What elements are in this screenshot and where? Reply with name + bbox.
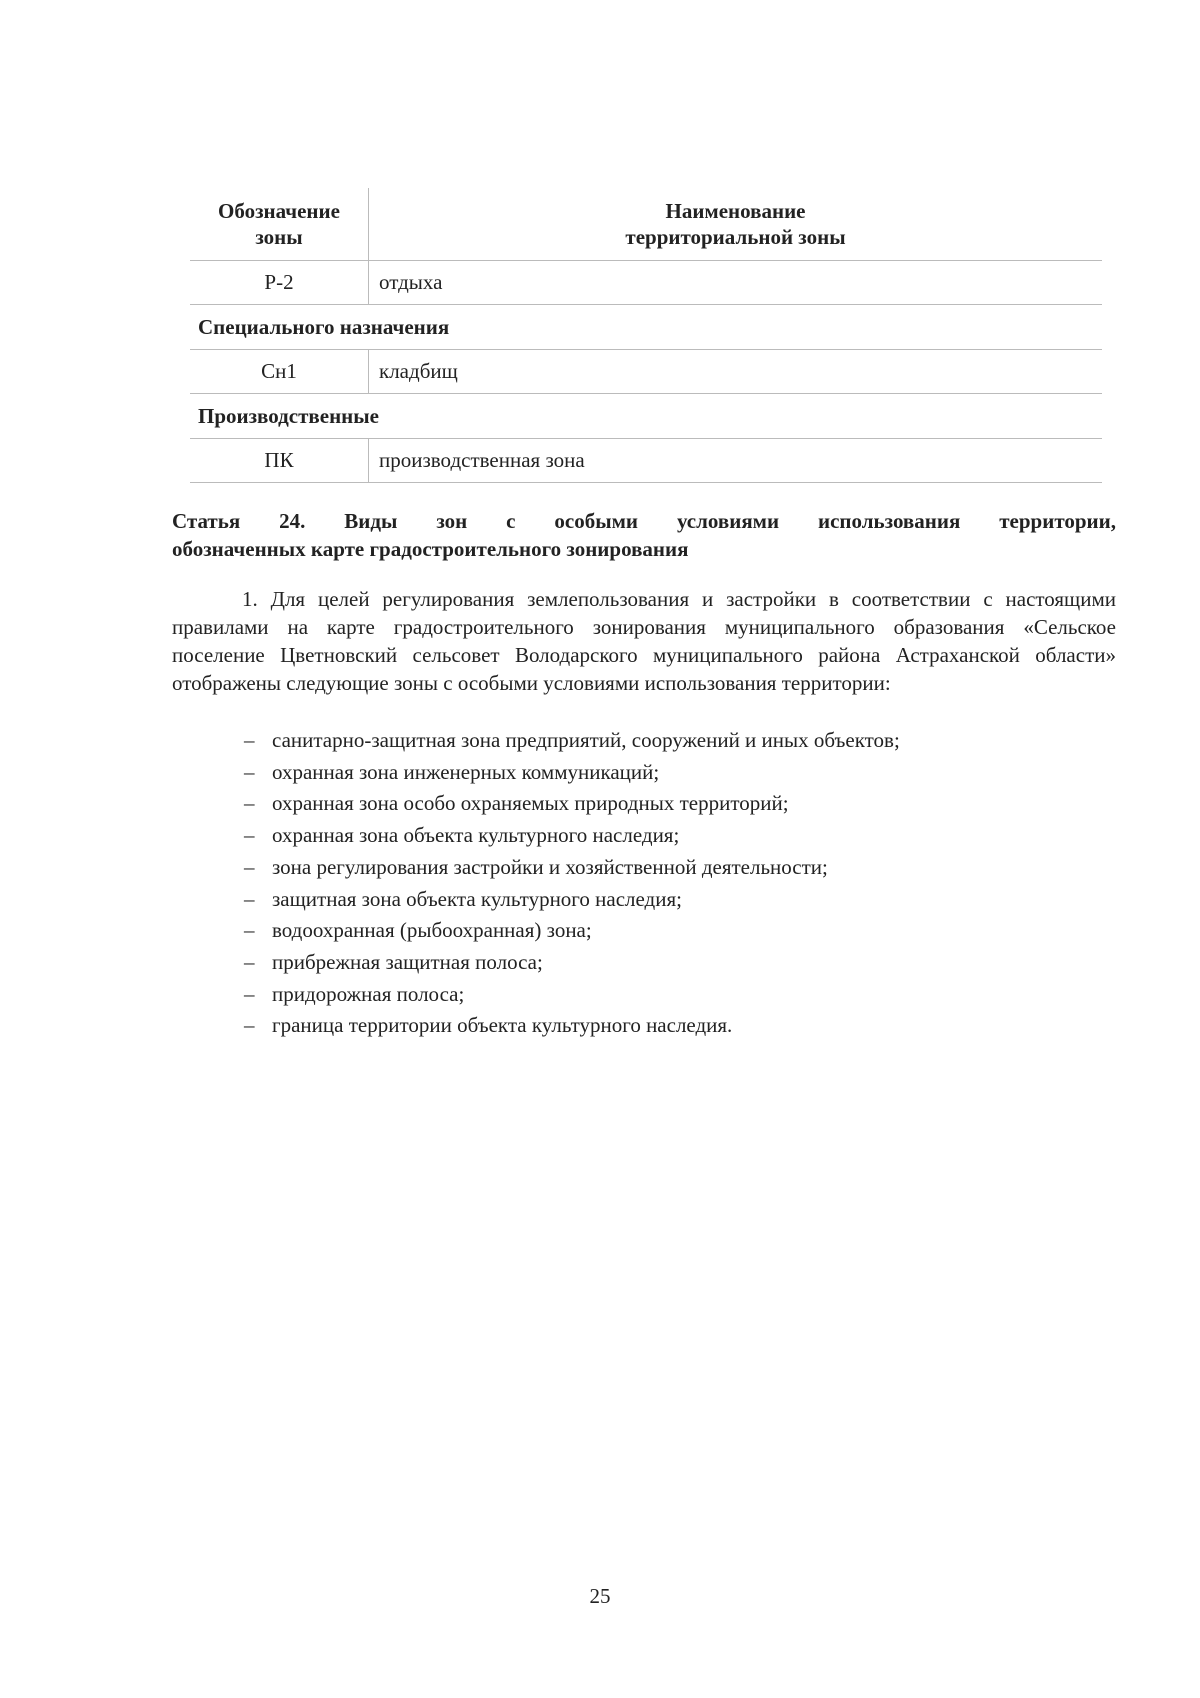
- list-item: [240, 820, 1100, 852]
- list-item: [240, 788, 1100, 820]
- header-zone-name-text: Наименование территориальной зоны: [625, 199, 846, 249]
- table-row: [190, 261, 1102, 305]
- list-item-text: придорожная полоса;: [272, 981, 465, 1006]
- list-dash: –: [244, 759, 255, 784]
- list-item: [240, 947, 1100, 979]
- list-dash: –: [244, 728, 255, 752]
- zone-name: отдыха: [369, 261, 1103, 305]
- header-zone-name: [369, 188, 1103, 261]
- table-row: [190, 350, 1102, 394]
- list-item: [240, 757, 1100, 789]
- page-number: 25: [589, 1584, 611, 1608]
- list-item-text: зона регулирования застройки и хозяйственной деятельности;: [272, 854, 828, 879]
- list-item-text: охранная зона инженерных коммуникаций;: [272, 759, 660, 784]
- header-zone-code: [190, 188, 369, 261]
- list-item: [240, 852, 1100, 884]
- list-item: [240, 979, 1100, 1011]
- group-label: Производственные: [190, 394, 1102, 439]
- list-item-text: защитная зона объекта культурного наследия;: [272, 886, 682, 911]
- list-dash: –: [244, 949, 255, 974]
- list-dash: –: [244, 854, 255, 879]
- article-heading: [172, 507, 1116, 563]
- list-item-text: водоохранная (рыбоохранная) зона;: [272, 918, 592, 943]
- article-paragraph-text: 1. Для целей регулирования землепользования и застройки в соответствии с настоящими правилами на карте градостроительного зонирования муниципального образования «Сельское поселение Цветновский сельсовет Володарского муниципального района Астраханской области» отображены следующие зоны с особыми условиями использования территории:: [172, 587, 1116, 695]
- list-dash: –: [244, 918, 255, 943]
- table-group-row: [190, 305, 1102, 350]
- zone-code: Сн1: [190, 350, 369, 394]
- table-body: [190, 261, 1102, 483]
- zone-list: [240, 725, 1100, 1042]
- zone-name: производственная зона: [369, 439, 1103, 483]
- table-row: [190, 439, 1102, 483]
- article-paragraph: [172, 585, 1116, 697]
- list-item-text: санитарно-защитная зона предприятий, сооружений и иных объектов;: [272, 728, 900, 752]
- article-heading-line-2: обозначенных карте градостроительного зонирования: [172, 537, 689, 561]
- zone-table: [190, 188, 1102, 483]
- list-dash: –: [244, 1013, 255, 1038]
- group-label: Специального назначения: [190, 305, 1102, 350]
- list-item-text: прибрежная защитная полоса;: [272, 949, 543, 974]
- list-item: [240, 884, 1100, 916]
- zone-code: ПК: [190, 439, 369, 483]
- article-heading-line-1: Статья 24. Виды зон с особыми условиями использования территории,: [172, 509, 1116, 533]
- list-item-text: граница территории объекта культурного наследия.: [272, 1013, 733, 1038]
- table-header-row: [190, 188, 1102, 261]
- zone-name: кладбищ: [369, 350, 1103, 394]
- table-group-row: [190, 394, 1102, 439]
- header-zone-code-text: Обозначение зоны: [218, 199, 340, 249]
- list-dash: –: [244, 823, 255, 848]
- list-item-text: охранная зона объекта культурного наследия;: [272, 823, 680, 848]
- list-item: [240, 725, 1100, 757]
- list-dash: –: [244, 981, 255, 1006]
- list-dash: –: [244, 886, 255, 911]
- zone-code: Р-2: [190, 261, 369, 305]
- list-item: [240, 915, 1100, 947]
- list-item: [240, 1010, 1100, 1042]
- list-dash: –: [244, 791, 255, 816]
- list-item-text: охранная зона особо охраняемых природных территорий;: [272, 791, 789, 816]
